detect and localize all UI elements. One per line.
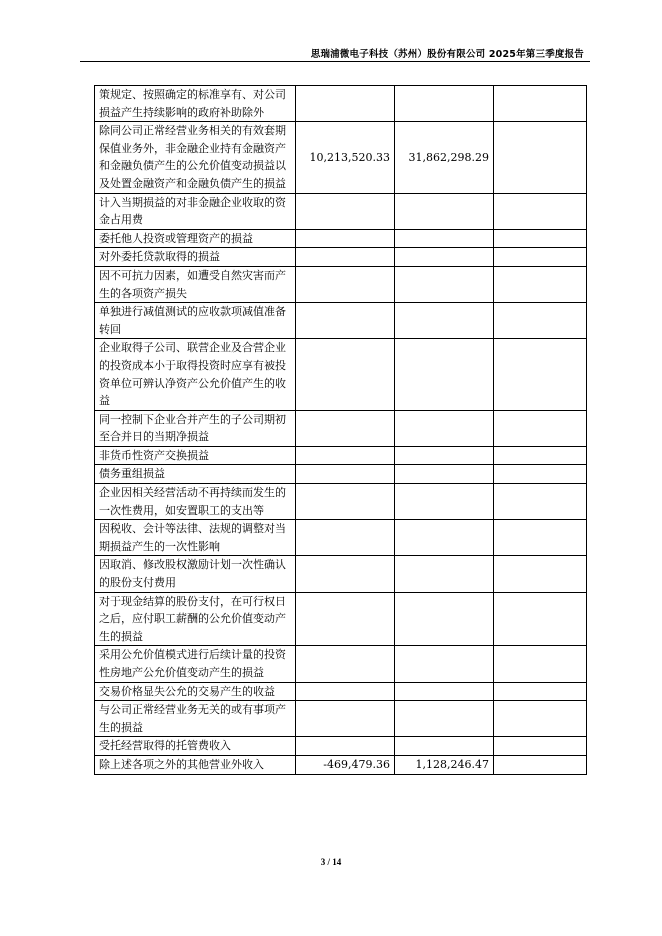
row-ytd-amount xyxy=(395,682,494,701)
row-item-label: 除上述各项之外的其他营业外收入 xyxy=(95,755,296,774)
row-ytd-amount xyxy=(395,86,494,122)
row-item-label: 除同公司正常经营业务相关的有效套期保值业务外，非金融企业持有金融资产和金融负债产生的公允价值变动损益以及处置金融资产和金融负债产生的损益 xyxy=(95,122,296,193)
row-ytd-amount: 31,862,298.29 xyxy=(395,122,494,193)
table-row xyxy=(95,122,587,193)
row-ytd-amount xyxy=(395,266,494,302)
row-current-amount: 10,213,520.33 xyxy=(296,122,395,193)
row-item-label: 受托经营取得的托管费收入 xyxy=(95,737,296,756)
table-row xyxy=(95,737,587,756)
table-row xyxy=(95,248,587,267)
row-current-amount xyxy=(296,303,395,339)
row-item-label: 同一控制下企业合并产生的子公司期初至合并日的当期净损益 xyxy=(95,410,296,446)
row-ytd-amount xyxy=(395,229,494,248)
header-divider xyxy=(80,61,590,62)
row-note xyxy=(494,193,587,229)
row-item-label: 对于现金结算的股份支付，在可行权日之后，应付职工薪酬的公允价值变动产生的损益 xyxy=(95,592,296,646)
table-row xyxy=(95,682,587,701)
row-current-amount xyxy=(296,682,395,701)
row-note xyxy=(494,229,587,248)
row-current-amount xyxy=(296,701,395,737)
row-ytd-amount xyxy=(395,701,494,737)
row-note xyxy=(494,737,587,756)
table-row xyxy=(95,484,587,520)
row-current-amount xyxy=(296,465,395,484)
row-ytd-amount xyxy=(395,592,494,646)
table-row xyxy=(95,303,587,339)
row-item-label: 因取消、修改股权激励计划一次性确认的股份支付费用 xyxy=(95,556,296,592)
row-current-amount xyxy=(296,339,395,410)
row-current-amount xyxy=(296,266,395,302)
table-row xyxy=(95,339,587,410)
row-note xyxy=(494,755,587,774)
row-note xyxy=(494,520,587,556)
row-current-amount xyxy=(296,446,395,465)
table-row xyxy=(95,701,587,737)
table-row xyxy=(95,193,587,229)
row-ytd-amount xyxy=(395,484,494,520)
table-row xyxy=(95,520,587,556)
page-header-title: 思瑞浦微电子科技（苏州）股份有限公司 2025年第三季度报告 xyxy=(310,49,584,60)
row-note xyxy=(494,682,587,701)
row-current-amount: -469,479.36 xyxy=(296,755,395,774)
table-row xyxy=(95,86,587,122)
row-note xyxy=(494,266,587,302)
row-item-label: 单独进行减值测试的应收款项减值准备转回 xyxy=(95,303,296,339)
row-note xyxy=(494,701,587,737)
table-row xyxy=(95,446,587,465)
row-current-amount xyxy=(296,592,395,646)
table-row xyxy=(95,556,587,592)
row-ytd-amount: 1,128,246.47 xyxy=(395,755,494,774)
table-row xyxy=(95,410,587,446)
row-current-amount xyxy=(296,646,395,682)
row-note xyxy=(494,86,587,122)
row-item-label: 对外委托贷款取得的损益 xyxy=(95,248,296,267)
row-current-amount xyxy=(296,737,395,756)
row-note xyxy=(494,446,587,465)
row-item-label: 企业因相关经营活动不再持续而发生的一次性费用，如安置职工的支出等 xyxy=(95,484,296,520)
row-ytd-amount xyxy=(395,410,494,446)
page-number: 3 / 14 xyxy=(320,857,342,867)
row-item-label: 非货币性资产交换损益 xyxy=(95,446,296,465)
row-ytd-amount xyxy=(395,556,494,592)
row-ytd-amount xyxy=(395,520,494,556)
row-note xyxy=(494,248,587,267)
row-item-label: 因税收、会计等法律、法规的调整对当期损益产生的一次性影响 xyxy=(95,520,296,556)
row-note xyxy=(494,592,587,646)
row-ytd-amount xyxy=(395,339,494,410)
row-ytd-amount xyxy=(395,646,494,682)
table-row xyxy=(95,755,587,774)
row-item-label: 债务重组损益 xyxy=(95,465,296,484)
row-ytd-amount xyxy=(395,193,494,229)
row-item-label: 策规定、按照确定的标准享有、对公司损益产生持续影响的政府补助除外 xyxy=(95,86,296,122)
row-note xyxy=(494,646,587,682)
row-current-amount xyxy=(296,86,395,122)
row-ytd-amount xyxy=(395,248,494,267)
row-note xyxy=(494,556,587,592)
table-row xyxy=(95,465,587,484)
row-ytd-amount xyxy=(395,737,494,756)
row-item-label: 计入当期损益的对非金融企业收取的资金占用费 xyxy=(95,193,296,229)
row-item-label: 与公司正常经营业务无关的或有事项产生的损益 xyxy=(95,701,296,737)
row-item-label: 采用公允价值模式进行后续计量的投资性房地产公允价值变动产生的损益 xyxy=(95,646,296,682)
row-note xyxy=(494,484,587,520)
row-note xyxy=(494,410,587,446)
row-current-amount xyxy=(296,410,395,446)
row-item-label: 委托他人投资或管理资产的损益 xyxy=(95,229,296,248)
table-row xyxy=(95,266,587,302)
row-ytd-amount xyxy=(395,303,494,339)
row-note xyxy=(494,465,587,484)
row-current-amount xyxy=(296,484,395,520)
row-item-label: 企业取得子公司、联营企业及合营企业的投资成本小于取得投资时应享有被投资单位可辨认净资产公允价值产生的收益 xyxy=(95,339,296,410)
row-current-amount xyxy=(296,556,395,592)
row-note xyxy=(494,339,587,410)
table-row xyxy=(95,229,587,248)
row-ytd-amount xyxy=(395,446,494,465)
row-note xyxy=(494,303,587,339)
row-current-amount xyxy=(296,520,395,556)
table-row xyxy=(95,592,587,646)
row-note xyxy=(494,122,587,193)
row-current-amount xyxy=(296,248,395,267)
row-ytd-amount xyxy=(395,465,494,484)
non-recurring-gains-table xyxy=(94,85,587,775)
row-item-label: 因不可抗力因素，如遭受自然灾害而产生的各项资产损失 xyxy=(95,266,296,302)
row-current-amount xyxy=(296,193,395,229)
table-row xyxy=(95,646,587,682)
row-item-label: 交易价格显失公允的交易产生的收益 xyxy=(95,682,296,701)
row-current-amount xyxy=(296,229,395,248)
